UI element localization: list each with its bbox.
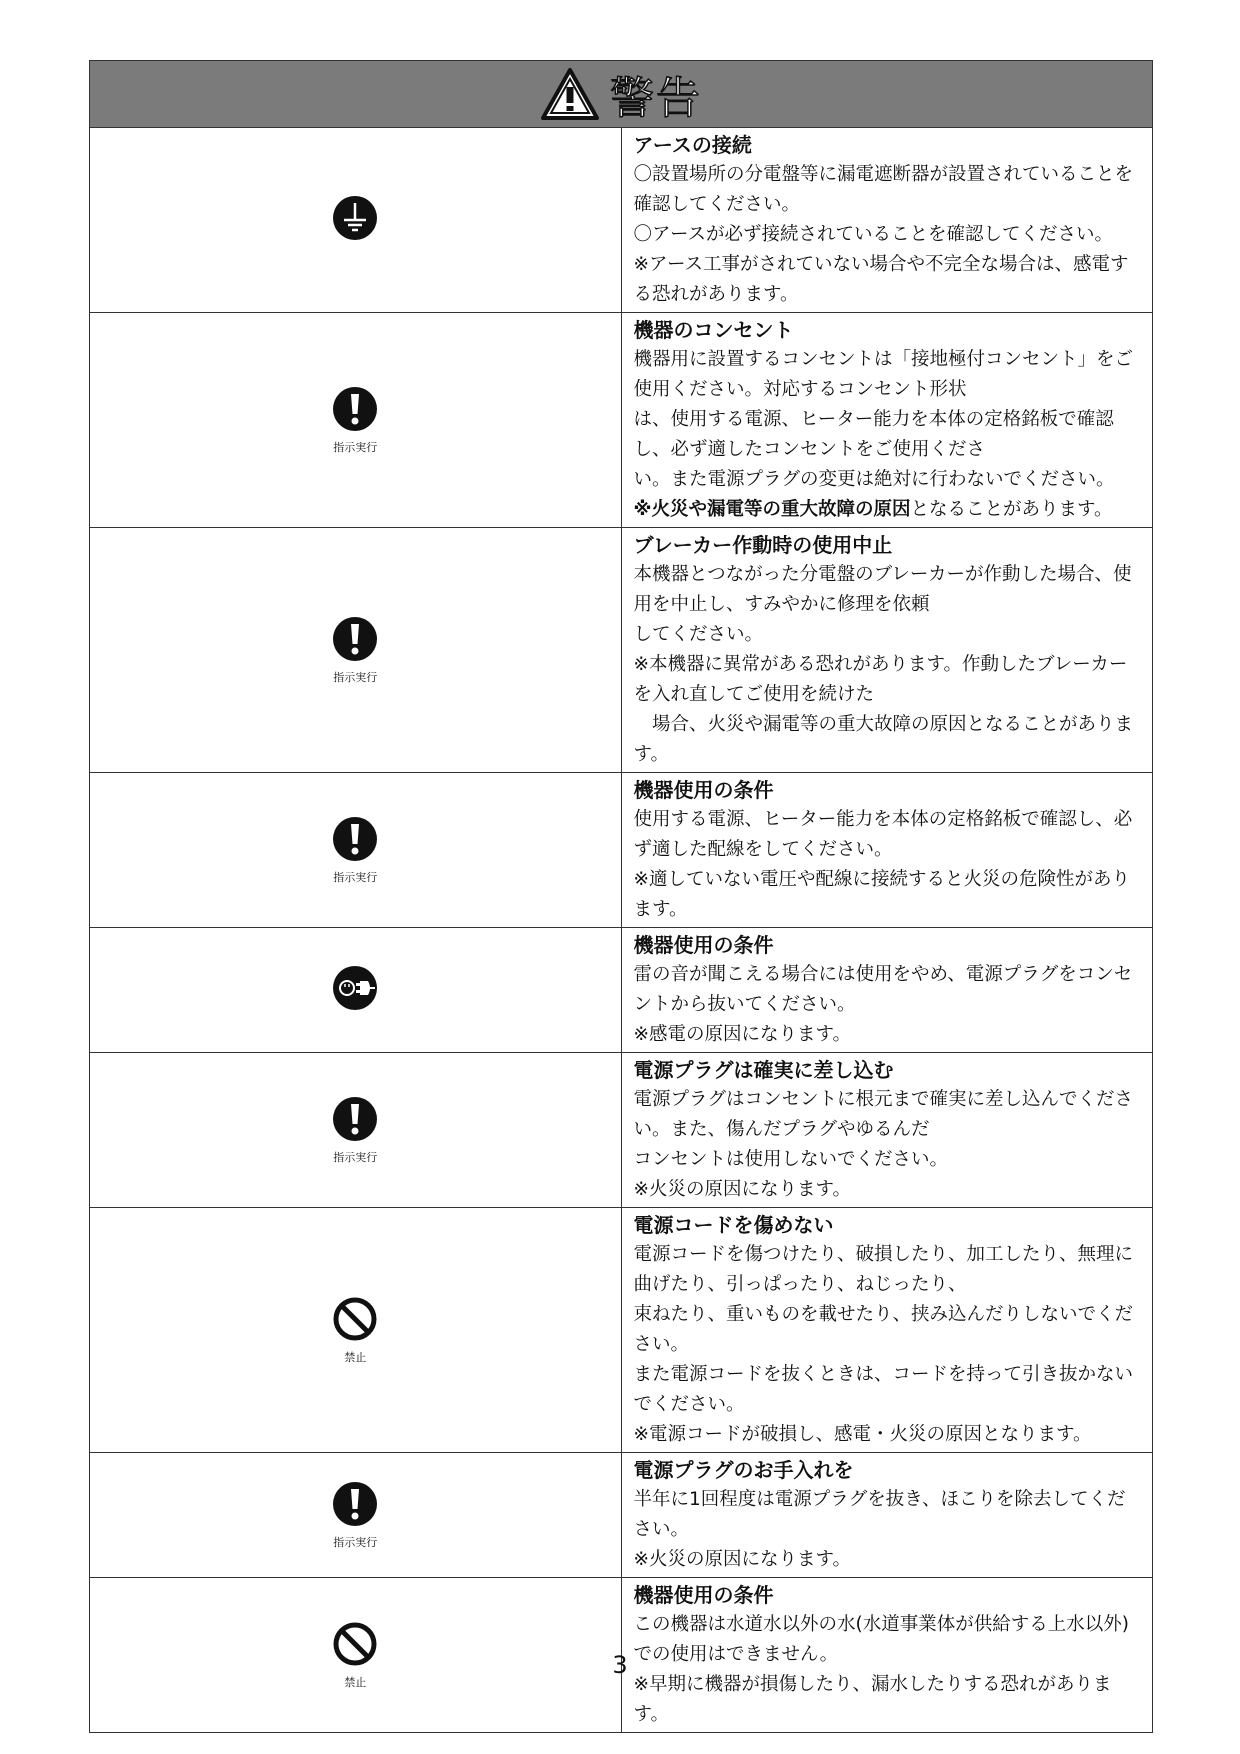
warning-item-line: ※本機器に異常がある恐れがあります。作動したブレーカーを入れ直してご使用を続けた [633,654,1128,705]
warning-item-line: ※感電の原因になります。 [633,1024,852,1045]
warning-row-text-cell [621,928,1153,1053]
warning-row [90,313,1153,528]
icon-caption: 禁止 [344,1676,367,1689]
warning-row [90,1053,1153,1208]
warning-item-line: ※火災の原因になります。 [633,1549,852,1570]
warning-item-line: また電源コードを抜くときは、コードを持って引き抜かないでください。 [633,1364,1134,1415]
warning-row-text-cell [621,313,1153,528]
mandatory-action-icon [331,1095,379,1147]
warning-item-title: 機器使用の条件 [633,778,774,802]
warning-item-title: 電源プラグは確実に差し込む [633,1058,894,1082]
warning-row-text-cell [621,128,1153,313]
warning-item-line: ※早期に機器が損傷したり、漏水したりする恐れがあります。 [633,1674,1112,1725]
icon-caption: 指示実行 [333,671,378,684]
warning-item-line: 使用する電源、ヒーター能力を本体の定格銘板で確認し、必ず適した配線をしてください。 [633,809,1133,860]
warning-row [90,928,1153,1053]
warning-item-line: 電源コードを傷つけたり、破損したり、加工したり、無理に曲げたり、引っぱったり、ねじったり、 [633,1244,1134,1295]
prohibited-icon [331,1295,379,1347]
warning-row-icon-cell [90,1053,622,1208]
warning-row-icon-cell [90,528,622,773]
warning-row-icon-cell [90,773,622,928]
warning-title: 警告 [610,73,702,124]
warning-row-text-cell [621,1053,1153,1208]
emphasis-rest-text: となることがあります。 [910,499,1113,520]
warning-item-title: 電源プラグのお手入れを [633,1458,854,1482]
emphasis-text: ※火災や漏電等の重大故障の原因 [633,499,911,520]
warning-item-line: 機器用に設置するコンセントは「接地極付コンセント」をご使用ください。対応するコンセント形状 [633,349,1134,400]
warning-item-line: ※アース工事がされていない場合や不完全な場合は、感電する恐れがあります。 [633,254,1129,305]
warning-item-title: 機器使用の条件 [633,1583,774,1607]
warning-item-line: ※火災の原因になります。 [633,1179,852,1200]
warning-item-line: 電源プラグはコンセントに根元まで確実に差し込んでください。また、傷んだプラグやゆるんだ [633,1089,1134,1140]
warning-item-line: 場合、火災や漏電等の重大故障の原因となることがあります。 [633,714,1134,765]
mandatory-action-icon [331,385,379,437]
warning-item-line: 半年に1回程度は電源プラグを抜き、ほこりを除去してください。 [633,1489,1126,1540]
warning-row-text-cell [621,528,1153,773]
warning-item-line: ※適していない電圧や配線に接続すると火災の危険性があります。 [633,869,1131,920]
warning-item-emphasis-line [634,495,1143,525]
icon-caption: 指示実行 [333,1536,378,1549]
mandatory-action-icon [331,615,379,667]
warning-item-line: 束ねたり、重いものを載せたり、挟み込んだりしないでください。 [633,1304,1134,1355]
mandatory-action-icon [331,815,379,867]
warning-item-title: ブレーカー作動時の使用中止 [633,533,893,557]
warning-item-line: ※電源コードが破損し、感電・火災の原因となります。 [633,1424,1092,1445]
unplug-icon [331,964,379,1016]
warning-row [90,1453,1153,1578]
warning-row-icon-cell [90,1453,622,1578]
warning-item-title: 機器のコンセント [633,318,794,342]
icon-caption: 指示実行 [333,871,378,884]
page-number: 3 [612,1651,628,1679]
icon-caption: 指示実行 [333,441,378,454]
icon-caption: 禁止 [344,1351,367,1364]
warning-header [90,61,1153,128]
ground-icon [331,194,379,246]
warning-item-title: 電源コードを傷めない [633,1213,834,1237]
warning-item-line: してください。 [633,624,764,645]
warning-row-icon-cell [90,928,622,1053]
warning-row [90,773,1153,928]
warning-row-icon-cell [90,313,622,528]
warning-row-text-cell [621,1208,1153,1453]
warning-row [90,528,1153,773]
mandatory-action-icon [331,1480,379,1532]
warning-row [90,1208,1153,1453]
warning-item-title: アースの接続 [633,133,752,157]
warning-item-line: この機器は水道水以外の水(水道事業体が供給する上水以外)での使用はできません。 [633,1614,1129,1665]
icon-caption: 指示実行 [333,1151,378,1164]
warning-item-line: 〇アースが必ず接続されていることを確認してください。 [633,224,1114,245]
warning-table [89,60,1153,1733]
warning-triangle-icon [540,67,600,121]
warning-row-icon-cell [90,1208,622,1453]
warning-item-line: コンセントは使用しないでください。 [633,1149,949,1170]
warning-item-line: 本機器とつながった分電盤のブレーカーが作動した場合、使用を中止し、すみやかに修理を依頼 [633,564,1132,615]
warning-item-line: 〇設置場所の分電盤等に漏電遮断器が設置されていることを確認してください。 [633,164,1134,215]
warning-row-text-cell [621,1453,1153,1578]
warning-item-line: い。また電源プラグの変更は絶対に行わないでください。 [633,469,1115,490]
warning-item-line: 雷の音が聞こえる場合には使用をやめ、電源プラグをコンセントから抜いてください。 [633,964,1133,1015]
warning-row [90,128,1153,313]
warning-item-title: 機器使用の条件 [633,933,774,957]
warning-row-icon-cell [90,128,622,313]
warning-row-text-cell [621,773,1153,928]
warning-item-line: は、使用する電源、ヒーター能力を本体の定格銘板で確認し、必ず適したコンセントをご使用くださ [633,409,1114,460]
